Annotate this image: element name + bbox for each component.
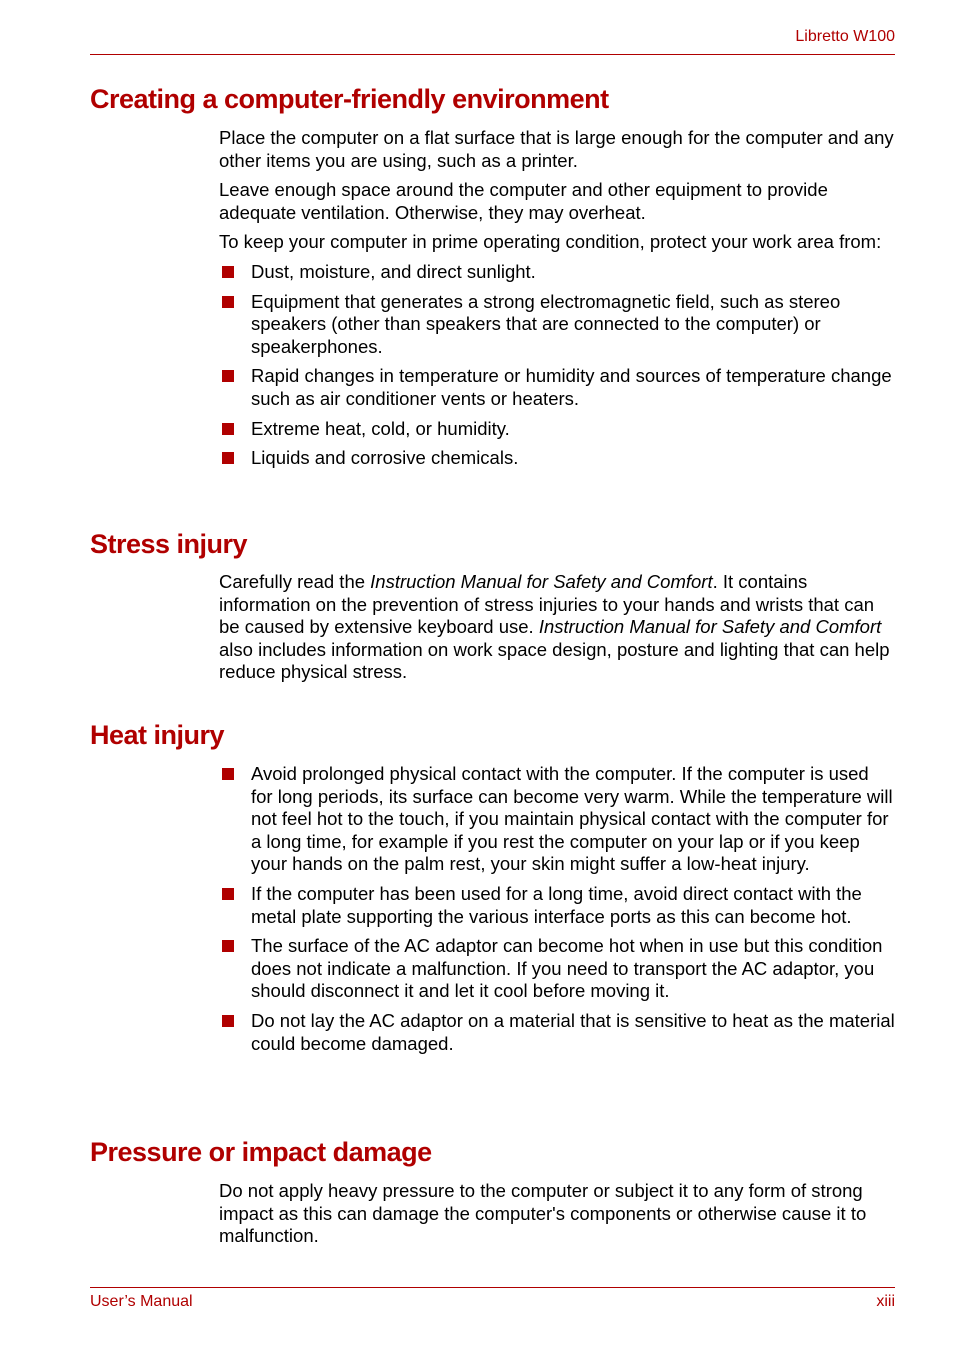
square-bullet-icon bbox=[222, 423, 234, 435]
section-title-stress-injury: Stress injury bbox=[90, 529, 248, 559]
list-item-text: Avoid prolonged physical contact with the computer. If the computer is used for long periods, its surface can become very warm. While the temperature will not feel hot to the touch, if you maintain physical contact with the computer for a long time, for example if you rest the computer on your lap or if you keep your hands on the palm rest, your skin might suffer a low-heat injury. bbox=[251, 763, 893, 875]
list-item bbox=[219, 1010, 895, 1055]
list-item-text: Rapid changes in temperature or humidity and sources of temperature change such as air conditioner vents or heaters. bbox=[251, 365, 892, 409]
list-item bbox=[219, 365, 895, 410]
square-bullet-icon bbox=[222, 266, 234, 278]
list-item-text: Liquids and corrosive chemicals. bbox=[251, 447, 519, 469]
footer-manual-label: User’s Manual bbox=[90, 1293, 193, 1310]
paragraph bbox=[219, 571, 895, 684]
paragraph: Do not apply heavy pressure to the computer or subject it to any form of strong impact as this can damage the computer's components or otherwise cause it to malfunction. bbox=[219, 1180, 867, 1247]
environment-bullet-list bbox=[219, 261, 895, 470]
running-header-title: Libretto W100 bbox=[795, 28, 895, 45]
section-body-environment bbox=[219, 127, 895, 477]
list-item bbox=[219, 763, 895, 876]
square-bullet-icon bbox=[222, 1015, 234, 1027]
footer-divider bbox=[90, 1287, 895, 1288]
list-item bbox=[219, 291, 895, 359]
list-item bbox=[219, 261, 895, 284]
header-divider bbox=[90, 54, 895, 55]
list-item-text: Do not lay the AC adaptor on a material that is sensitive to heat as the material could become damaged. bbox=[251, 1009, 895, 1054]
list-item-text: Dust, moisture, and direct sunlight. bbox=[251, 260, 536, 282]
section-title-heat-injury: Heat injury bbox=[90, 720, 225, 750]
paragraph: Place the computer on a flat surface that is large enough for the computer and any other items you are using, such as a printer. bbox=[219, 127, 894, 171]
list-item-text: Equipment that generates a strong electromagnetic field, such as stereo speakers (other than speakers that are connected to the computer) or speakerphones. bbox=[251, 290, 841, 357]
square-bullet-icon bbox=[222, 888, 234, 900]
list-item bbox=[219, 883, 895, 928]
text-run: . It contains information on the prevention of stress injuries to your hands and wrists that can be caused by extensive keyboard use. bbox=[219, 571, 875, 638]
list-item-text: The surface of the AC adaptor can become hot when in use but this condition does not indicate a malfunction. If you need to transport the AC adaptor, you should disconnect it and let it cool before moving it. bbox=[251, 935, 883, 1002]
square-bullet-icon bbox=[222, 940, 234, 952]
square-bullet-icon bbox=[222, 768, 234, 780]
text-run: Carefully read the bbox=[219, 571, 371, 592]
square-bullet-icon bbox=[222, 370, 234, 382]
paragraph: Leave enough space around the computer and other equipment to provide adequate ventilation. Otherwise, they may overheat. bbox=[219, 179, 828, 223]
list-item bbox=[219, 418, 895, 441]
page-number: xiii bbox=[876, 1293, 895, 1310]
square-bullet-icon bbox=[222, 296, 234, 308]
section-title-environment: Creating a computer-friendly environment bbox=[90, 84, 609, 114]
list-item-text: Extreme heat, cold, or humidity. bbox=[251, 417, 510, 439]
list-item bbox=[219, 447, 895, 470]
list-item bbox=[219, 935, 895, 1003]
section-title-pressure-damage: Pressure or impact damage bbox=[90, 1137, 432, 1167]
manual-title-reference: Instruction Manual for Safety and Comfort bbox=[370, 571, 713, 592]
text-run: also includes information on work space design, posture and lighting that can help reduce physical stress. bbox=[219, 638, 890, 683]
manual-title-reference: Instruction Manual for Safety and Comfort bbox=[538, 616, 882, 638]
list-item-text: If the computer has been used for a long time, avoid direct contact with the metal plate supporting the various interface ports as this can become hot. bbox=[251, 882, 862, 927]
section-body-stress-injury bbox=[219, 571, 895, 691]
section-body-heat-injury bbox=[219, 763, 895, 1062]
paragraph: To keep your computer in prime operating condition, protect your work area from: bbox=[219, 231, 882, 253]
heat-injury-bullet-list bbox=[219, 763, 895, 1055]
square-bullet-icon bbox=[222, 452, 234, 464]
section-body-pressure-damage bbox=[219, 1180, 895, 1255]
